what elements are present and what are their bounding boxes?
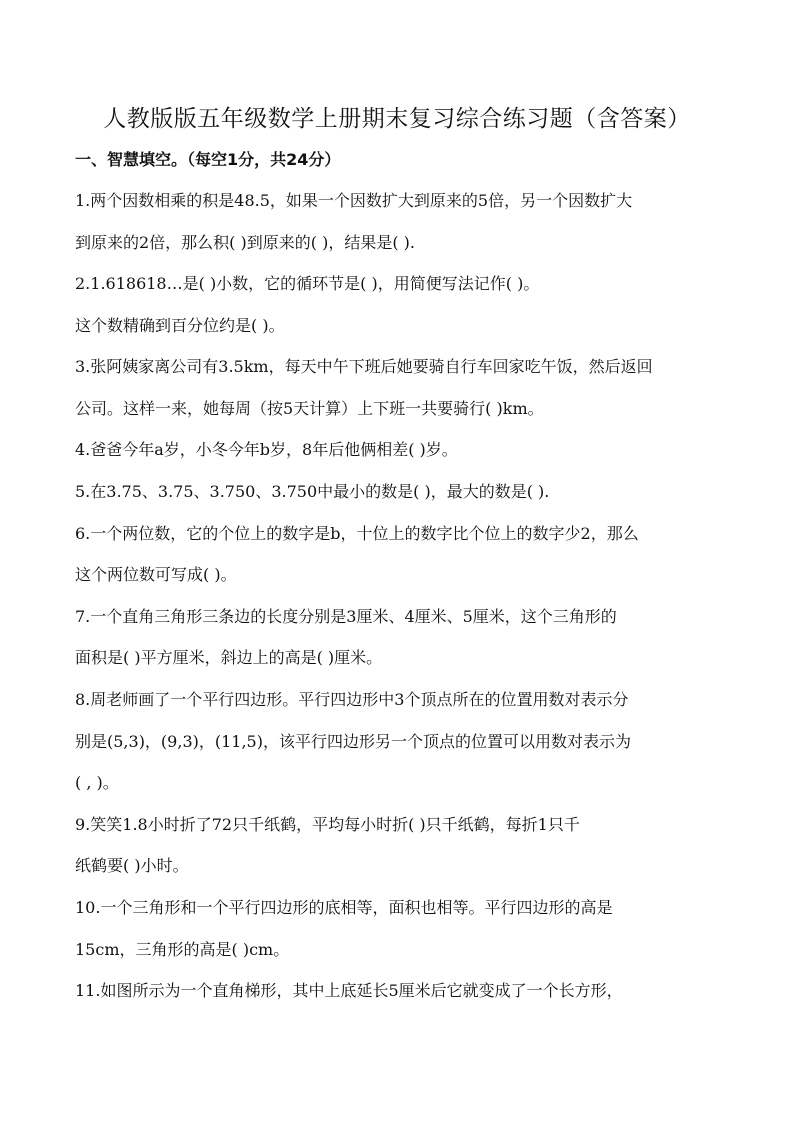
question-line: 4.爸爸今年a岁，小冬今年b岁，8年后他俩相差( )岁。 <box>75 440 458 459</box>
question-line: 5.在3.75、3.75、3.750、3.750中最小的数是( )，最大的数是( ). <box>75 482 550 501</box>
question-line: 15cm，三角形的高是( )cm。 <box>75 940 290 959</box>
question-line: 别是(5,3)，(9,3)，(11,5)，该平行四边形另一个顶点的位置可以用数对表示为 <box>75 732 631 751</box>
question-line: 10.一个三角形和一个平行四边形的底相等，面积也相等。平行四边形的高是 <box>75 898 613 917</box>
question-line: 纸鹤要( )小时。 <box>75 856 189 875</box>
question-line: ( , )。 <box>75 773 119 792</box>
question-line: 3.张阿姨家离公司有3.5km，每天中午下班后她要骑自行车回家吃午饭，然后返回 <box>75 357 653 376</box>
question-line: 1.两个因数相乘的积是48.5，如果一个因数扩大到原来的5倍，另一个因数扩大 <box>75 191 633 210</box>
question-line: 面积是( )平方厘米，斜边上的高是( )厘米。 <box>75 648 383 667</box>
question-line: 8.周老师画了一个平行四边形。平行四边形中3个顶点所在的位置用数对表示分 <box>75 690 629 709</box>
question-line: 9.笑笑1.8小时折了72只千纸鹤，平均每小时折( )只千纸鹤，每折1只千 <box>75 815 580 834</box>
question-line: 7.一个直角三角形三条边的长度分别是3厘米、4厘米、5厘米，这个三角形的 <box>75 607 617 626</box>
question-line: 公司。这样一来，她每周（按5天计算）上下班一共要骑行( )km。 <box>75 399 544 418</box>
question-line: 11.如图所示为一个直角梯形，其中上底延长5厘米后它就变成了一个长方形， <box>75 981 623 1000</box>
question-line: 6.一个两位数，它的个位上的数字是b，十位上的数字比个位上的数字少2，那么 <box>75 524 639 543</box>
section-heading: 一、智慧填空。（每空1分，共24分） <box>75 150 341 169</box>
question-line: 到原来的2倍，那么积( )到原来的( )，结果是( ). <box>75 233 415 252</box>
question-line: 2.1.618618…是( )小数，它的循环节是( )，用简便写法记作( )。 <box>75 274 540 293</box>
question-line: 这个数精确到百分位约是( )。 <box>75 316 285 335</box>
document-title: 人教版版五年级数学上册期末复习综合练习题（含答案） <box>103 106 691 132</box>
question-line: 这个两位数可写成( )。 <box>75 565 237 584</box>
